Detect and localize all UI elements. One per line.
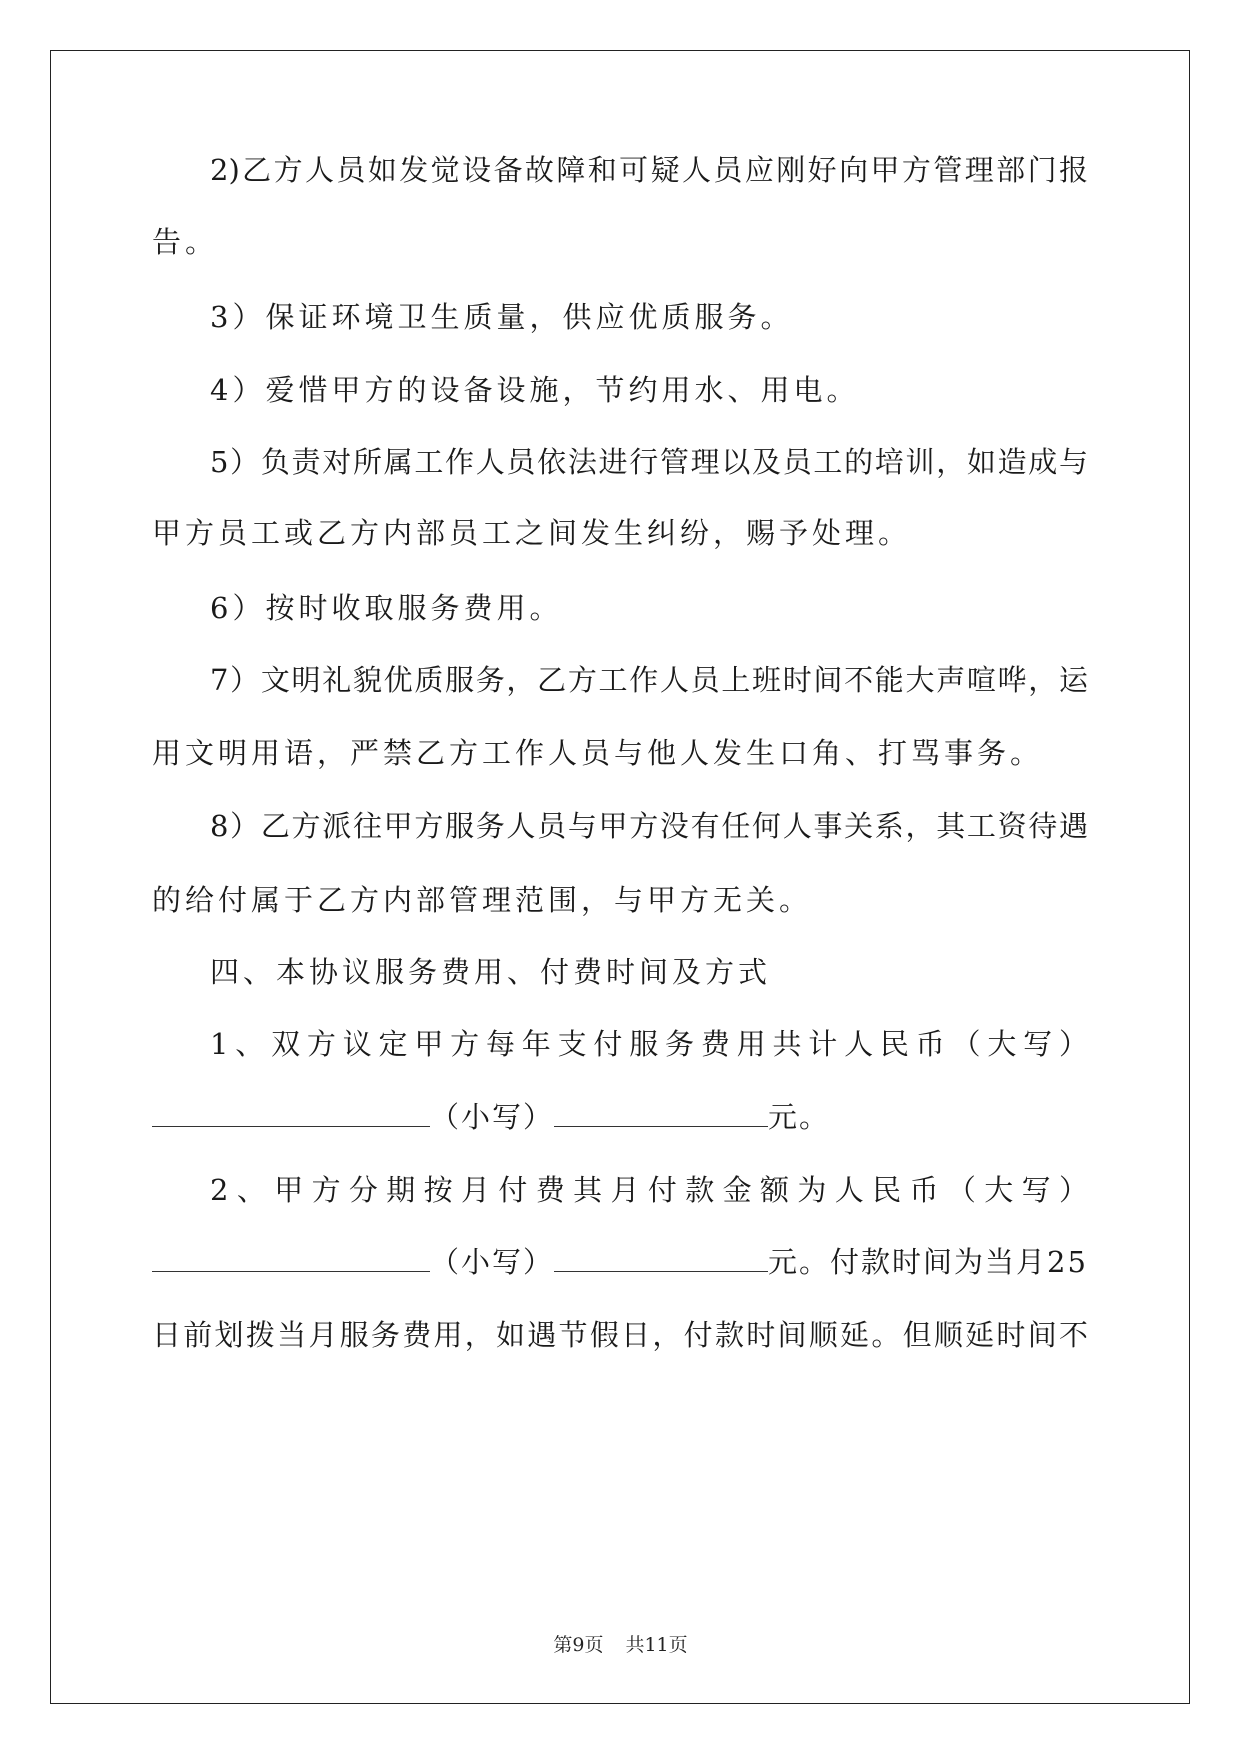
section-4-heading: 四、本协议服务费用、付费时间及方式: [210, 955, 772, 989]
paragraph-5-line-2: 甲方员工或乙方内部员工之间发生纠纷，赐予处理。: [152, 516, 912, 550]
page-number: 第9页: [553, 1634, 604, 1656]
page-footer: [0, 1630, 1241, 1657]
paragraph-3: 3）保证环境卫生质量，供应优质服务。: [210, 300, 794, 334]
paragraph-2-line-2: 告。: [152, 225, 219, 259]
currency-unit: 元。: [768, 1100, 831, 1134]
blank-amount-lowercase: [554, 1098, 768, 1127]
small-amount-label: （小写）: [430, 1245, 555, 1279]
paragraph-7-line-2: 用文明用语，严禁乙方工作人员与他人发生口角、打骂事务。: [152, 736, 1044, 770]
paragraph-2-line-1: 2)乙方人员如发觉设备故障和可疑人员应刚好向甲方管理部门报: [210, 153, 1088, 187]
item-2-line-3: 日前划拨当月服务费用，如遇节假日，付款时间顺延。但顺延时间不: [152, 1318, 1088, 1352]
paragraph-7-line-1: 7）文明礼貌优质服务，乙方工作人员上班时间不能大声喧哗，运: [210, 663, 1088, 697]
item-2-line-1: 2、甲方分期按月付费其月付款金额为人民币（大写）: [210, 1173, 1088, 1207]
paragraph-4: 4）爱惜甲方的设备设施，节约用水、用电。: [210, 373, 860, 407]
blank-monthly-lowercase: [554, 1243, 768, 1272]
item-1-line-1: 1、双方议定甲方每年支付服务费用共计人民币（大写）: [210, 1027, 1088, 1061]
blank-amount-uppercase: [152, 1098, 430, 1127]
page-total: 共11页: [625, 1634, 688, 1656]
small-amount-label: （小写）: [430, 1100, 555, 1134]
paragraph-8-line-1: 8）乙方派往甲方服务人员与甲方没有任何人事关系，其工资待遇: [210, 809, 1088, 843]
blank-monthly-uppercase: [152, 1243, 430, 1272]
item-2-line-2: [152, 1242, 1088, 1282]
paragraph-6: 6）按时收取服务费用。: [210, 591, 563, 625]
payment-time-text: 元。付款时间为当月25: [768, 1245, 1088, 1279]
paragraph-8-line-2: 的给付属于乙方内部管理范围，与甲方无关。: [152, 883, 813, 917]
item-1-line-2: [152, 1097, 830, 1137]
paragraph-5-line-1: 5）负责对所属工作人员依法进行管理以及员工的培训，如造成与: [210, 445, 1088, 479]
